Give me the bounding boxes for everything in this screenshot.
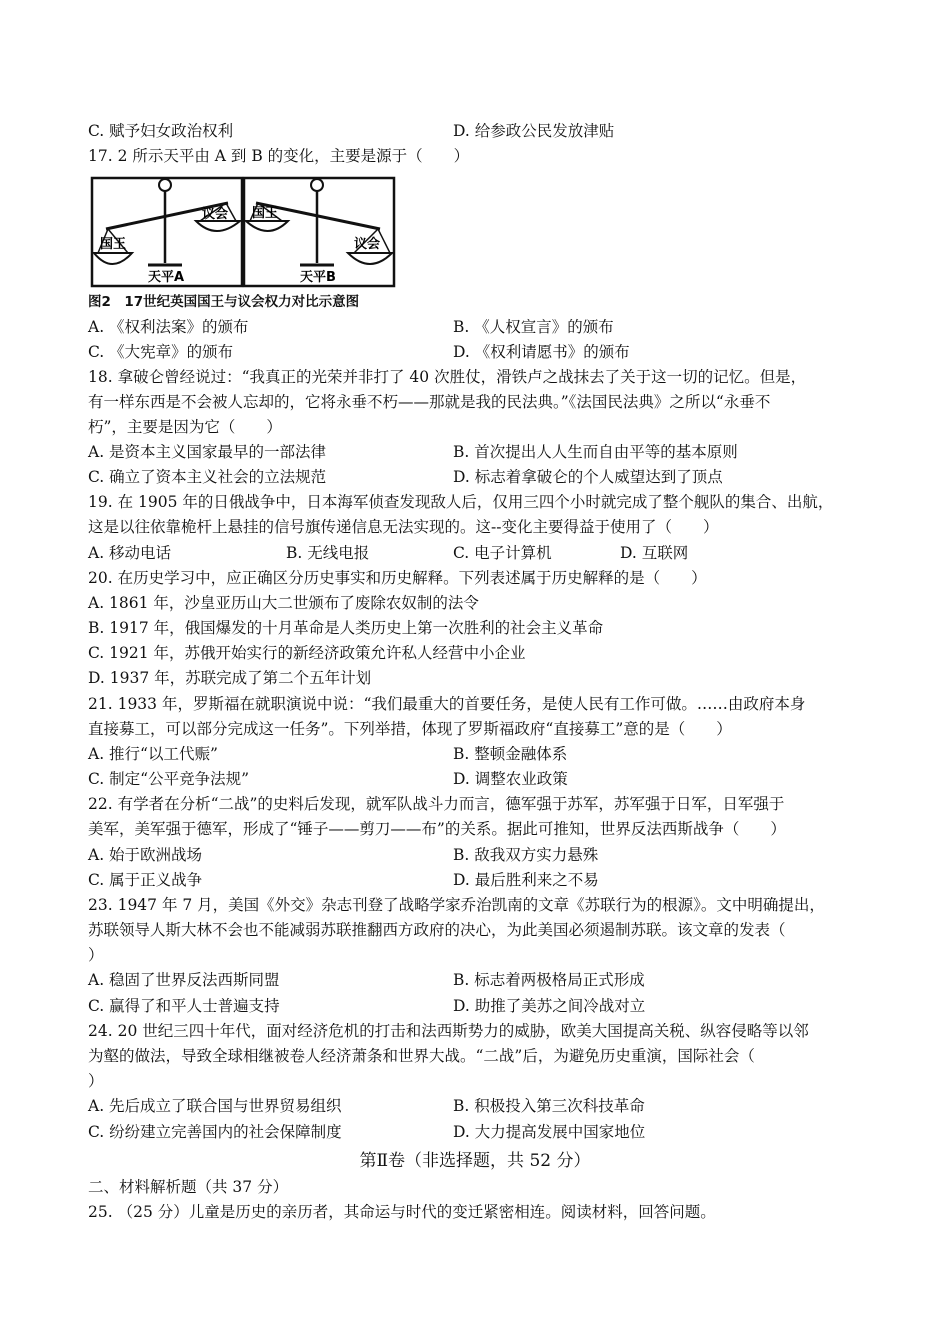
scale-b-label: 天平B xyxy=(300,270,336,285)
q22-option-b: B. 敌我双方实力悬殊 xyxy=(453,846,599,864)
part-two-title: 第Ⅱ卷（非选择题，共 52 分） xyxy=(359,1151,591,1171)
q24-option-d: D. 大力提高发展中国家地位 xyxy=(453,1123,646,1141)
q18-stem-3: 朽”，主要是因为它（ ） xyxy=(88,418,282,436)
q23-stem-3: ） xyxy=(88,946,104,964)
q19-option-a: A. 移动电话 xyxy=(88,544,172,562)
q17-option-d: D. 《权利请愿书》的颁布 xyxy=(453,343,630,361)
section-heading: 二、材料解析题（共 37 分） xyxy=(88,1178,289,1196)
q24-stem-2: 为壑的做法，导致全球相继被卷人经济萧条和世界大战。“二战”后，为避免历史重演，国际社会（ xyxy=(88,1047,755,1065)
scale-b-king-label: 国王 xyxy=(252,206,279,221)
q24-stem-1: 24. 20 世纪三四十年代，面对经济危机的打击和法西斯势力的威胁，欧美大国提高关税、纵容侵略等以邻 xyxy=(88,1022,809,1040)
q18-option-d: D. 标志着拿破仑的个人威望达到了顶点 xyxy=(453,468,723,486)
q17-balance-figure xyxy=(88,175,408,307)
q18-option-a: A. 是资本主义国家最早的一部法律 xyxy=(88,443,327,461)
balance-scales-illustration xyxy=(88,175,408,290)
q25-stem: 25. （25 分）儿童是历史的亲历者，其命运与时代的变迁紧密相连。阅读材料，回答问题。 xyxy=(88,1203,716,1221)
q17-figure-caption: 图2 17世纪英国国王与议会权力对比示意图 xyxy=(88,294,360,310)
q20-option-a: A. 1861 年，沙皇亚历山大二世颁布了废除农奴制的法令 xyxy=(88,594,479,612)
q21-stem-2: 直接募工，可以部分完成这一任务”。下列举措，体现了罗斯福政府“直接募工”意的是（ ） xyxy=(88,720,732,738)
scale-a-king-label: 国王 xyxy=(100,237,127,252)
q16-option-d: D. 给参政公民发放津贴 xyxy=(453,122,615,140)
q19-option-d: D. 互联网 xyxy=(620,544,689,562)
q22-option-c: C. 属于正义战争 xyxy=(88,871,203,889)
scale-a-parliament-label: 议会 xyxy=(202,207,229,222)
q18-option-c: C. 确立了资本主义社会的立法规范 xyxy=(88,468,327,486)
q16-option-c: C. 赋予妇女政治权利 xyxy=(88,122,234,140)
scale-b-parliament-label: 议会 xyxy=(354,237,381,252)
q23-stem-2: 苏联领导人斯大林不会也不能减弱苏联推翻西方政府的决心，为此美国必须遏制苏联。该文章的发表（ xyxy=(88,921,786,939)
q19-stem-1: 19. 在 1905 年的日俄战争中，日本海军侦查发现敌人后，仅用三四个小时就完成了整个舰队的集合、出航， xyxy=(88,493,834,511)
q21-option-a: A. 推行“以工代赈” xyxy=(88,745,218,763)
q17-option-a: A. 《权利法案》的颁布 xyxy=(88,318,249,336)
q24-option-b: B. 积极投入第三次科技革命 xyxy=(453,1097,645,1115)
q22-option-a: A. 始于欧洲战场 xyxy=(88,846,203,864)
q20-stem: 20. 在历史学习中，应正确区分历史事实和历史解释。下列表述属于历史解释的是（ ） xyxy=(88,569,707,587)
q24-option-a: A. 先后成立了联合国与世界贸易组织 xyxy=(88,1097,342,1115)
q23-option-b: B. 标志着两极格局正式形成 xyxy=(453,971,645,989)
q20-option-b: B. 1917 年，俄国爆发的十月革命是人类历史上第一次胜利的社会主义革命 xyxy=(88,619,604,637)
q21-stem-1: 21. 1933 年，罗斯福在就职演说中说：“我们最重大的首要任务，是使人民有工作可做。……由政府本身 xyxy=(88,695,806,713)
q18-stem-2: 有一样东西是不会被人忘却的，它将永垂不朽——那就是我的民法典。”《法国民法典》之所以“永垂不 xyxy=(88,393,771,411)
q23-option-c: C. 赢得了和平人士普遍支持 xyxy=(88,997,280,1015)
q24-option-c: C. 纷纷建立完善国内的社会保障制度 xyxy=(88,1123,342,1141)
q21-option-d: D. 调整农业政策 xyxy=(453,770,568,788)
q24-stem-3: ） xyxy=(88,1072,104,1090)
q21-option-c: C. 制定“公平竞争法规” xyxy=(88,770,250,788)
scale-a-label: 天平A xyxy=(148,270,185,285)
q20-option-c: C. 1921 年，苏俄开始实行的新经济政策允许私人经营中小企业 xyxy=(88,644,526,662)
q19-stem-2: 这是以往依靠桅杆上悬挂的信号旗传递信息无法实现的。这--变化主要得益于使用了（ ） xyxy=(88,518,719,536)
q23-option-d: D. 助推了美苏之间冷战对立 xyxy=(453,997,646,1015)
q23-stem-1: 23. 1947 年 7 月，美国《外交》杂志刊登了战略学家乔治凯南的文章《苏联行为的根源》。文中明确提出， xyxy=(88,896,825,914)
q22-option-d: D. 最后胜利来之不易 xyxy=(453,871,599,889)
q18-stem-1: 18. 拿破仑曾经说过：“我真正的光荣并非打了 40 次胜仗，滑铁卢之战抹去了关于这一切的记忆。但是， xyxy=(88,368,807,386)
q20-option-d: D. 1937 年，苏联完成了第二个五年计划 xyxy=(88,669,372,687)
q19-option-b: B. 无线电报 xyxy=(286,544,370,562)
q18-option-b: B. 首次提出人人生而自由平等的基本原则 xyxy=(453,443,738,461)
q17-option-c: C. 《大宪章》的颁布 xyxy=(88,343,234,361)
q23-option-a: A. 稳固了世界反法西斯同盟 xyxy=(88,971,280,989)
q17-stem: 17. 2 所示天平由 A 到 B 的变化，主要是源于（ ） xyxy=(88,147,470,165)
q17-option-b: B. 《人权宣言》的颁布 xyxy=(453,318,614,336)
q21-option-b: B. 整顿金融体系 xyxy=(453,745,568,763)
q22-stem-2: 美军，美军强于德军，形成了“锤子——剪刀——布”的关系。据此可推知，世界反法西斯战争（ ） xyxy=(88,820,786,838)
q22-stem-1: 22. 有学者在分析“二战”的史料后发现，就军队战斗力而言，德军强于苏军，苏军强于日军，日军强于 xyxy=(88,795,785,813)
q19-option-c: C. 电子计算机 xyxy=(453,544,552,562)
